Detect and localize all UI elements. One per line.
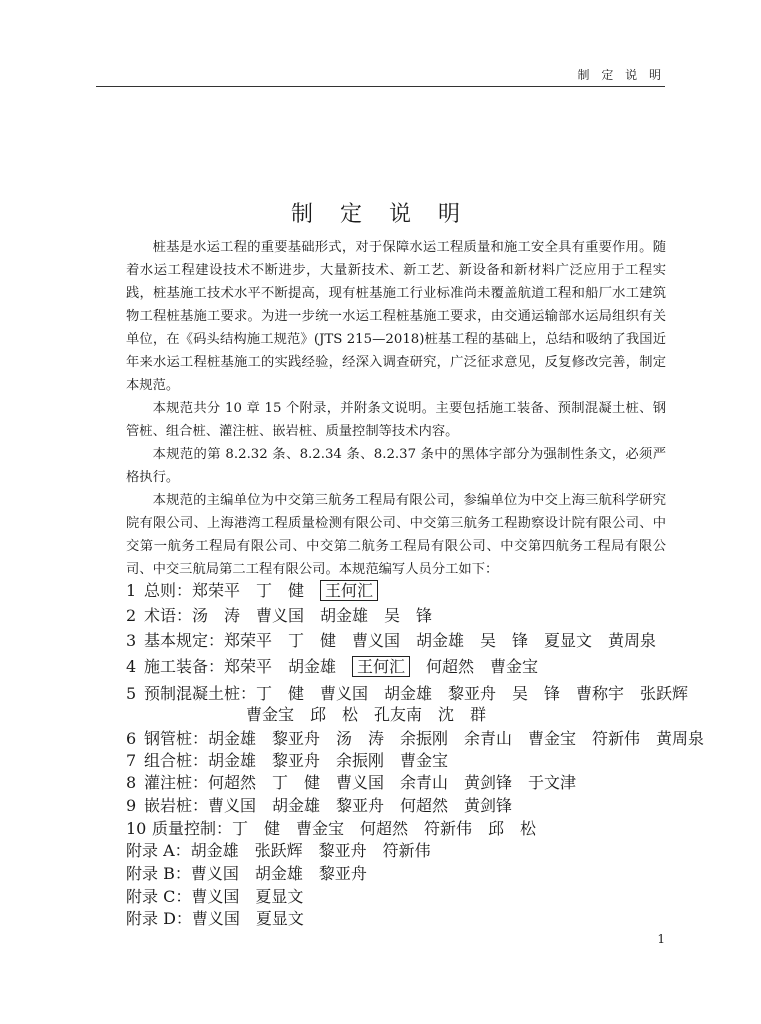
boxed-name: 王何汇 (352, 656, 410, 677)
paragraph-units: 本规范的主编单位为中交第三航务工程局有限公司，参编单位为中交上海三航科学研究院有限公司、上海港湾工程质量检测有限公司、中交第三航务工程勘察设计院有限公司、中交第一航务工程局有限公司、中交第二航务工程局有限公司、中交第四航务工程局有限公司、中交三航局第二工程有限公司。本规范编写人员分工如下： (126, 493, 666, 577)
list-item: 7 组合桩：胡金雄 黎亚舟 余振刚 曹金宝 (126, 751, 449, 770)
list-item: 4 施工装备：郑荣平 胡金雄 王何汇 何超然 曹金宝 (126, 657, 539, 676)
appendix-d: 附录 D：曹义国 夏显文 (126, 909, 304, 928)
list-item: 9 嵌岩桩：曹义国 胡金雄 黎亚舟 何超然 黄剑锋 (126, 796, 513, 815)
list-item: 2 术语：汤 涛 曹义国 胡金雄 吴 锋 (126, 606, 433, 625)
page-title: 制 定 说 明 (291, 201, 470, 227)
list-item: 10 质量控制：丁 健 曹金宝 何超然 符新伟 邱 松 (126, 819, 537, 838)
paragraph-mandatory: 本规范的第 8.2.32 条、8.2.34 条、8.2.37 条中的黑体字部分为强制性条文，必须严格执行。 (126, 447, 666, 485)
paragraph-intro: 桩基是水运工程的重要基础形式，对于保障水运工程质量和施工安全具有重要作用。随着水运工程建设技术不断进步，大量新技术、新工艺、新设备和新材料广泛应用于工程实践，桩基施工技术水平不断提高，现有桩基施工行业标准尚未覆盖航道工程和船厂水工建筑物工程桩基施工要求。为进一步统一水运工程桩基施工要求，由交通运输部水运局组织有关单位，在《码头结构施工规范》(JTS 215—2018)桩基工程的基础上，总结和吸纳了我国近年来水运工程桩基施工的实践经验，经深入调查研究，广泛征求意见，反复修改完善，制定本规范。 (126, 240, 666, 393)
running-header: 制 定 说 明 (577, 68, 665, 82)
list-item-continuation: 曹金宝 邱 松 孔友南 沈 群 (246, 705, 487, 724)
paragraph-structure: 本规范共分 10 章 15 个附录，并附条文说明。主要包括施工装备、预制混凝土桩、钢管桩、组合桩、灌注桩、嵌岩桩、质量控制等技术内容。 (126, 401, 666, 439)
header-rule (96, 86, 665, 87)
appendix-b: 附录 B：曹义国 胡金雄 黎亚舟 (126, 864, 367, 883)
boxed-name: 王何汇 (320, 580, 378, 601)
list-item: 6 钢管桩：胡金雄 黎亚舟 汤 涛 余振刚 余青山 曹金宝 符新伟 黄周泉 (126, 729, 705, 748)
appendix-a: 附录 A：胡金雄 张跃辉 黎亚舟 符新伟 (126, 841, 431, 860)
list-item: 5 预制混凝土桩：丁 健 曹义国 胡金雄 黎亚舟 吴 锋 曹称宇 张跃辉 (126, 684, 689, 703)
body-text (126, 236, 666, 581)
list-item: 8 灌注桩：何超然 丁 健 曹义国 余青山 黄剑锋 于文津 (126, 773, 577, 792)
list-item: 3 基本规定：郑荣平 丁 健 曹义国 胡金雄 吴 锋 夏显文 黄周泉 (126, 631, 657, 650)
page-number: 1 (657, 932, 665, 946)
list-item: 1 总则：郑荣平 丁 健 王何汇 (126, 578, 378, 601)
appendix-c: 附录 C：曹义国 夏显文 (126, 887, 304, 906)
